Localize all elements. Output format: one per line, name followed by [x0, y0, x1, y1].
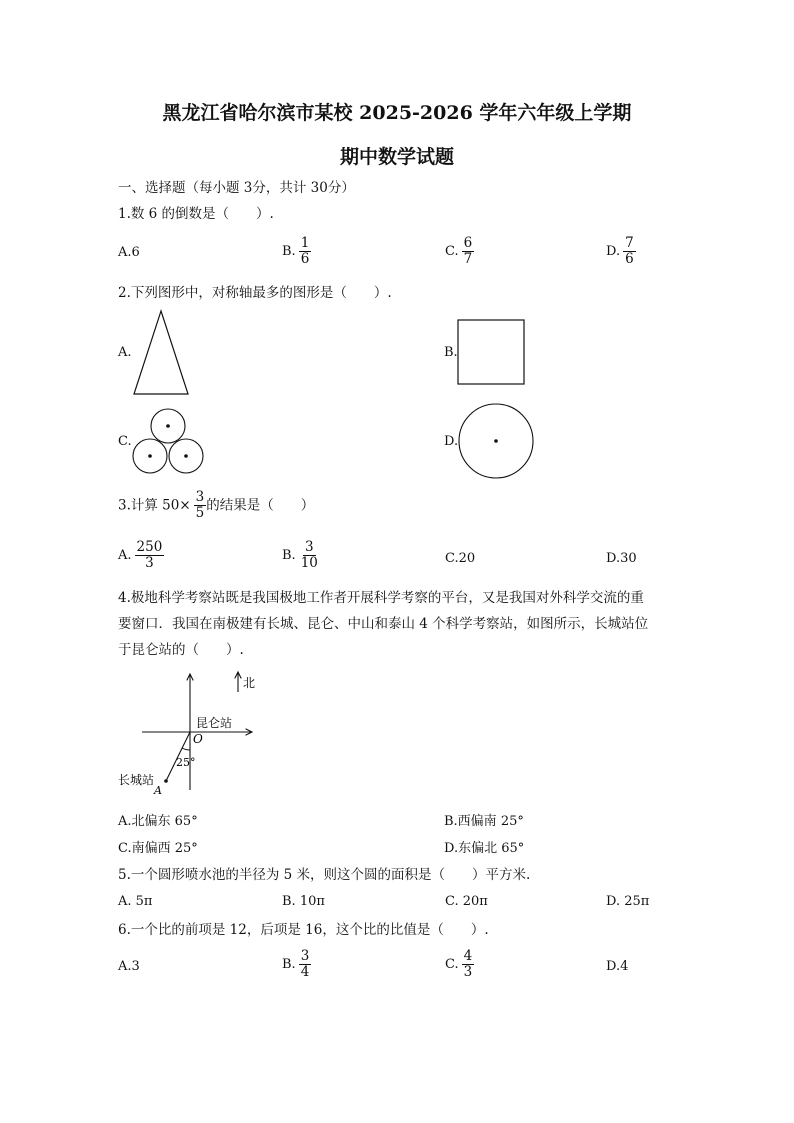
- q3-option-a-fraction: [135, 540, 165, 571]
- question-2-stem: 2.下列图形中，对称轴最多的图形是（ ）.: [118, 285, 392, 301]
- q3-option-b-label: B.: [282, 548, 296, 563]
- q6-option-c-fraction: [462, 949, 475, 980]
- question-4-line3: 于昆仑站的（ ）.: [118, 642, 244, 658]
- point-a-dot: [164, 779, 168, 783]
- q1-option-d-label: D.: [606, 244, 621, 259]
- square-figure: [456, 318, 528, 388]
- denominator: 10: [300, 555, 318, 571]
- question-1-stem: 1.数 6 的倒数是（ ）.: [118, 206, 274, 222]
- denominator: 4: [300, 964, 310, 980]
- q1-option-b: [282, 236, 311, 267]
- q3-option-b-fraction: [299, 540, 320, 571]
- q5-option-b: B. 10π: [282, 894, 325, 909]
- changcheng-label: 长城站: [118, 773, 155, 787]
- question-3-stem: [118, 490, 314, 521]
- q2-option-d-label: D.: [444, 434, 459, 449]
- q5-option-a: A. 5π: [118, 894, 153, 909]
- section-heading: 一、选择题（每小题 3分，共计 30分）: [118, 180, 355, 196]
- q1-option-b-label: B.: [282, 244, 296, 259]
- q1-option-d-fraction: [623, 236, 636, 267]
- q3-option-d: D.30: [606, 551, 637, 566]
- three-circles-figure: [131, 406, 207, 476]
- q4-option-b: B.西偏南 25°: [444, 814, 524, 829]
- q6-option-b-fraction: [299, 949, 312, 980]
- denominator: 6: [625, 251, 634, 267]
- q1-option-c: [445, 236, 474, 267]
- angle-arc: [182, 748, 190, 750]
- isosceles-triangle: [134, 311, 188, 394]
- numerator: 3: [195, 489, 205, 505]
- page-title-line2: 期中数学试题: [339, 146, 454, 168]
- q6-option-b: [282, 949, 311, 980]
- page-title-line1: 黑龙江省哈尔滨市某校 2025-2026 学年六年级上学期: [162, 102, 632, 124]
- top-center-dot: [166, 424, 170, 428]
- q1-option-d: [606, 236, 636, 267]
- circle-center-dot: [494, 439, 498, 443]
- q3-stem-suffix: 的结果是（ ）: [206, 497, 315, 514]
- q1-option-a: A.6: [118, 245, 140, 260]
- q4-option-c: C.南偏西 25°: [118, 841, 198, 856]
- kunlun-label: 昆仑站: [196, 716, 233, 730]
- numerator: 250: [136, 539, 163, 555]
- numerator: 7: [625, 235, 634, 251]
- square: [458, 320, 524, 384]
- q3-option-a-label: A.: [118, 548, 132, 563]
- denominator: 5: [195, 505, 205, 521]
- q2-option-a-label: A.: [118, 345, 132, 360]
- q4-option-d: D.东偏北 65°: [444, 841, 525, 856]
- denominator: 3: [463, 964, 473, 980]
- question-6-stem: 6.一个比的前项是 12，后项是 16，这个比的比值是（ ）.: [118, 922, 489, 938]
- q5-option-d: D. 25π: [606, 894, 650, 909]
- numerator: 6: [463, 235, 473, 251]
- q3-stem-fraction: [194, 490, 207, 521]
- triangle-figure: [130, 308, 192, 398]
- q6-option-c: [445, 949, 474, 980]
- compass-diagram: [112, 666, 272, 800]
- left-center-dot: [148, 454, 152, 458]
- q6-option-b-label: B.: [282, 957, 296, 972]
- q5-option-c: C. 20π: [445, 894, 488, 909]
- denominator: 3: [145, 555, 154, 571]
- q6-option-d: D.4: [606, 959, 629, 974]
- denominator: 6: [300, 251, 310, 267]
- right-center-dot: [184, 454, 188, 458]
- circle-figure: [456, 402, 538, 482]
- denominator: 7: [463, 251, 473, 267]
- q1-option-c-label: C.: [445, 244, 459, 259]
- q6-option-a: A.3: [118, 959, 140, 974]
- question-4-line1: 4.极地科学考察站既是我国极地工作者开展科学考察的平台，又是我国对外科学交流的重: [118, 590, 644, 606]
- numerator: 3: [304, 539, 314, 555]
- origin-label: O: [193, 732, 203, 746]
- question-5-stem: 5.一个圆形喷水池的半径为 5 米，则这个圆的面积是（ ）平方米.: [118, 867, 531, 883]
- numerator: 3: [300, 948, 310, 964]
- question-4-line2: 要窗口．我国在南极建有长城、昆仑、中山和泰山 4 个科学考察站，如图所示，长城站位: [118, 616, 649, 632]
- q1-option-c-fraction: [462, 236, 475, 267]
- q3-option-c: C.20: [445, 551, 476, 566]
- q4-option-a: A.北偏东 65°: [118, 814, 198, 829]
- numerator: 4: [463, 948, 473, 964]
- q3-option-a: [118, 540, 164, 571]
- q6-option-c-label: C.: [445, 957, 459, 972]
- point-a-label: A: [154, 784, 162, 797]
- q3-stem-prefix: 3.计算 50×: [118, 497, 191, 514]
- q2-option-c-label: C.: [118, 434, 132, 449]
- q1-option-b-fraction: [299, 236, 312, 267]
- q3-option-b: [282, 540, 320, 571]
- numerator: 1: [300, 235, 310, 251]
- angle-label: 25°: [176, 756, 196, 769]
- north-label: 北: [243, 676, 256, 690]
- q2-option-b-label: B.: [444, 345, 458, 360]
